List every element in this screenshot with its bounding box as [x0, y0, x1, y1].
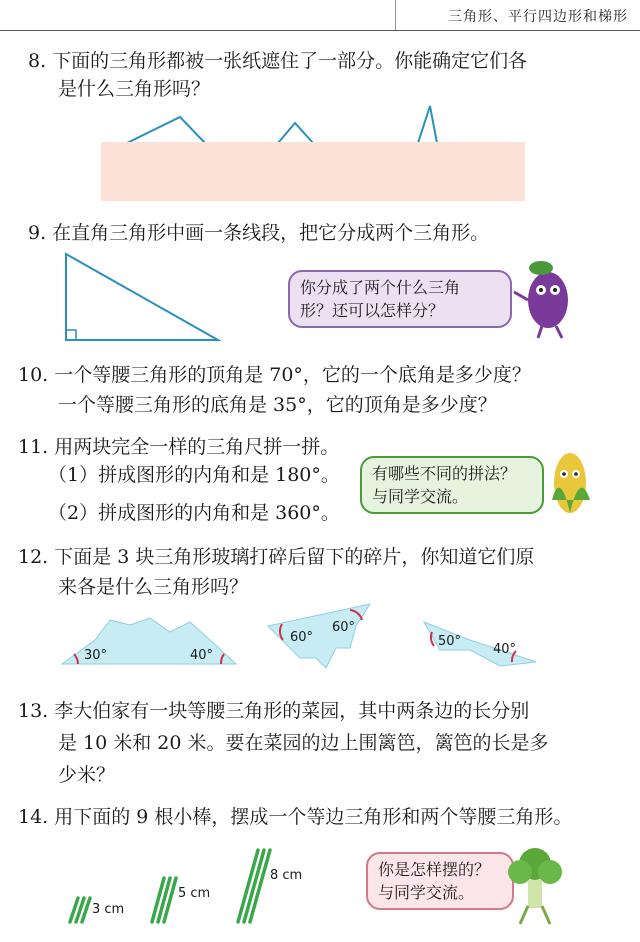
- question-text: 一个等腰三角形的顶角是 70°，它的一个底角是多少度？: [54, 364, 531, 386]
- question-number: 10.: [18, 364, 49, 386]
- question-number: 11.: [18, 436, 49, 458]
- shard-1-angle-b: 40°: [190, 648, 214, 663]
- question-number: 14.: [18, 806, 49, 828]
- bubble-line: 与同学交流。: [372, 487, 469, 506]
- question-number: 12.: [18, 546, 49, 568]
- question-13-line2: 是 10 米和 20 米。要在菜园的边上围篱笆，篱笆的长是多: [58, 732, 549, 754]
- shard-2-angle-a: 60°: [290, 630, 314, 645]
- question-8-line2: 是什么三角形吗？: [58, 78, 211, 100]
- shard-3-angle-a: 50°: [438, 634, 462, 649]
- shard-1-angle-a: 30°: [84, 648, 108, 663]
- question-number: 8.: [28, 50, 47, 72]
- stick-label-8cm: 8 cm: [270, 868, 303, 883]
- question-13-line3: 少米？: [58, 764, 116, 786]
- question-number: 9.: [28, 222, 47, 244]
- bubble-line: 你分成了两个什么三角: [300, 278, 461, 297]
- question-11-item-2: （2）拼成图形的内角和是 360°。: [48, 502, 340, 524]
- question-11-item-1: （1）拼成图形的内角和是 180°。: [48, 464, 340, 486]
- chapter-title: 三角形、平行四边形和梯形: [448, 9, 628, 25]
- question-text: 李大伯家有一块等腰三角形的菜园，其中两条边的长分别: [54, 700, 530, 722]
- question-text: 用下面的 9 根小棒，摆成一个等边三角形和两个等腰三角形。: [54, 806, 573, 828]
- question-text: 下面的三角形都被一张纸遮住了一部分。你能确定它们各: [52, 50, 528, 72]
- question-text: 用两块完全一样的三角尺拼一拼。: [54, 436, 340, 458]
- bubble-line: 形？还可以怎样分？: [300, 301, 445, 320]
- stick-label-5cm: 5 cm: [178, 886, 211, 901]
- stick-label-3cm: 3 cm: [92, 902, 125, 917]
- question-text: 在直角三角形中画一条线段，把它分成两个三角形。: [52, 222, 490, 244]
- bubble-line: 你是怎样摆的？: [378, 860, 491, 879]
- question-12-line2: 来各是什么三角形吗？: [58, 576, 249, 598]
- question-10-line2: 一个等腰三角形的底角是 35°，它的顶角是多少度？: [58, 394, 497, 416]
- question-number: 13.: [18, 700, 49, 722]
- bubble-line: 有哪些不同的拼法？: [372, 464, 517, 483]
- bubble-line: 与同学交流。: [378, 883, 475, 902]
- shard-2-angle-b: 60°: [332, 620, 356, 635]
- shard-3-angle-b: 40°: [493, 642, 517, 657]
- question-text: 下面是 3 块三角形玻璃打碎后留下的碎片，你知道它们原: [54, 546, 535, 568]
